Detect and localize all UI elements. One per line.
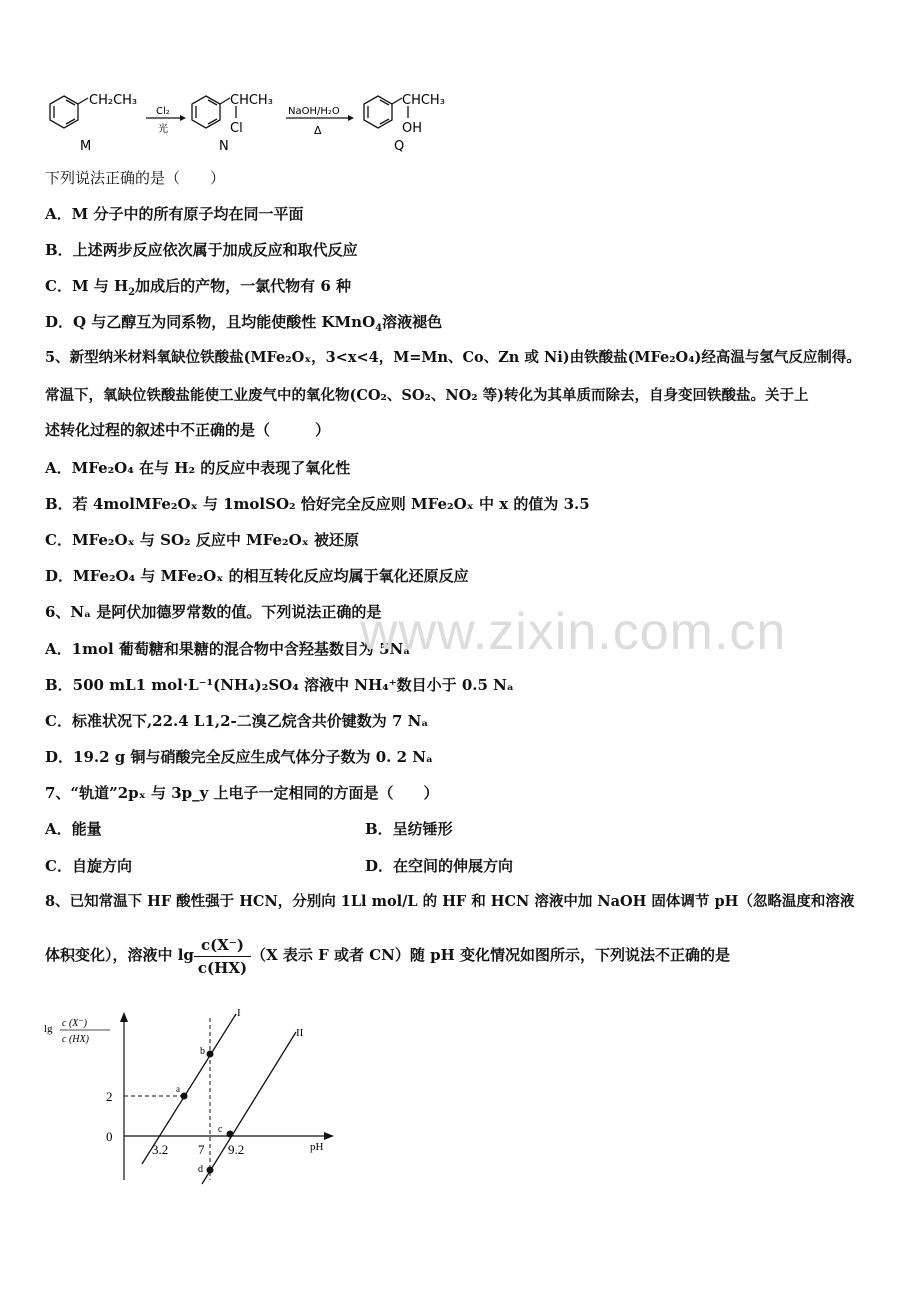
n-label: N [219, 139, 229, 154]
q5-stem-line3: 述转化过程的叙述中不正确的是（ ） [45, 421, 331, 439]
x-axis-label: pH [310, 1141, 324, 1153]
q5-stem-line2: 常温下，氧缺位铁酸盐能使工业废气中的氧化物(CO₂、SO₂、NO₂ 等)转化为其单质而除去，自身变回铁酸盐。关于上 [45, 387, 809, 404]
line-ii-label: II [296, 1027, 304, 1039]
y-axis-den: c (HX) [62, 1034, 89, 1045]
q8-fraction: $\frac{c(X^-)}{c(HX)}$ [194, 934, 251, 979]
x-tick-7: 7 [198, 1142, 205, 1157]
q8-stem-line1: 8、已知常温下 HF 酸性强于 HCN，分别向 1Ll mol/L 的 HF 和 HCN 溶液中加 NaOH 固体调节 pH（忽略温度和溶液 [45, 893, 855, 910]
step2-condition: Δ [314, 124, 322, 137]
line-i-label: I [237, 1008, 241, 1019]
q4-option-a: A．M 分子中的所有原子均在同一平面 [45, 205, 304, 223]
q4-stem: 下列说法正确的是（ ） [45, 169, 226, 187]
y-axis-num: c (X⁻) [62, 1018, 87, 1029]
point-b [207, 1051, 214, 1058]
q5-option-c: C．MFe₂Oₓ 与 SO₂ 反应中 MFe₂Oₓ 被还原 [45, 531, 359, 549]
q5-option-d: D．MFe₂O₄ 与 MFe₂Oₓ 的相互转化反应均属于氧化还原反应 [45, 567, 469, 585]
watermark: www.zixin.com.cn [360, 603, 787, 661]
q6-option-c: C．标准状况下,22.4 L1,2-二溴乙烷含共价键数为 7 Nₐ [45, 712, 429, 730]
q6-option-a: A．1mol 葡萄糖和果糖的混合物中含羟基数目为 5Nₐ [45, 640, 411, 658]
x-tick-3-2: 3.2 [152, 1142, 169, 1157]
n-substituent: CHCH₃ [230, 93, 273, 108]
q5-option-b: B．若 4molMFe₂Oₓ 与 1molSO₂ 恰好完全反应则 MFe₂Oₓ 中 x 的值为 3.5 [45, 495, 590, 513]
q-substituent: CHCH₃ [402, 93, 445, 108]
svg-text:d: d [198, 1164, 203, 1175]
reaction-scheme [40, 88, 480, 160]
q8-stem-line2: 体积变化），溶液中 lg $\frac{c(X^-)}{c(HX)}$ （X 表示 F 或者 CN）随 pH 变化情况如图所示，下列说法不正确的是 [45, 935, 730, 977]
q6-option-b: B．500 mL1 mol·L⁻¹(NH₄)₂SO₄ 溶液中 NH₄⁺数目小于 0.5 Nₐ [45, 676, 514, 694]
q4-option-d: D．Q 与乙醇互为同系物，且均能使酸性 KMnO$_4$溶液褪色 [45, 313, 443, 334]
q6-option-d: D．19.2 g 铜与硝酸完全反应生成气体分子数为 0. 2 Nₐ [45, 748, 433, 766]
q5-option-a: A．MFe₂O₄ 在与 H₂ 的反应中表现了氧化性 [45, 459, 351, 477]
n-chloro: Cl [230, 121, 243, 136]
step2-reagent: NaOH/H₂O [288, 106, 340, 117]
point-a [181, 1093, 188, 1100]
svg-text:b: b [200, 1046, 205, 1057]
m-label: M [80, 139, 92, 154]
benzene-ring-m [50, 96, 88, 128]
y-tick-2: 2 [106, 1089, 113, 1104]
svg-text:a: a [176, 1084, 180, 1094]
step1-condition: 光 [158, 124, 168, 135]
m-substituent: CH₂CH₃ [89, 93, 138, 108]
y-axis-lg: lg [44, 1023, 53, 1035]
q7-option-b: B．呈纺锤形 [365, 820, 453, 838]
q4-option-c: C．M 与 $H_2$加成后的产物，一氯代物有 6 种 [45, 277, 352, 298]
step1-reagent: Cl₂ [156, 106, 170, 117]
q4-option-b: B．上述两步反应依次属于加成反应和取代反应 [45, 241, 358, 259]
lg-ratio-ph-graph [40, 1008, 350, 1188]
svg-text:c: c [218, 1124, 223, 1135]
point-c [227, 1131, 234, 1138]
q-label: Q [394, 139, 405, 154]
q-hydroxyl: OH [402, 121, 423, 136]
q5-stem-line1: 5、新型纳米材料氧缺位铁酸盐(MFe₂Oₓ，3<x<4，M=Mn、Co、Zn 或 Ni)由铁酸盐(MFe₂O₄)经高温与氢气反应制得。 [45, 349, 861, 366]
line-ii [202, 1032, 296, 1184]
q7-option-a: A．能量 [45, 820, 102, 838]
point-d [207, 1167, 214, 1174]
q7-option-c: C．自旋方向 [45, 857, 132, 875]
q6-stem: 6、Nₐ 是阿伏加德罗常数的值。下列说法正确的是 [45, 603, 382, 621]
y-tick-0: 0 [106, 1129, 113, 1144]
x-tick-9-2: 9.2 [228, 1142, 245, 1157]
q7-stem: 7、“轨道”2pₓ 与 3p_y 上电子一定相同的方面是（ ） [45, 784, 439, 802]
q7-option-d: D．在空间的伸展方向 [365, 857, 514, 875]
